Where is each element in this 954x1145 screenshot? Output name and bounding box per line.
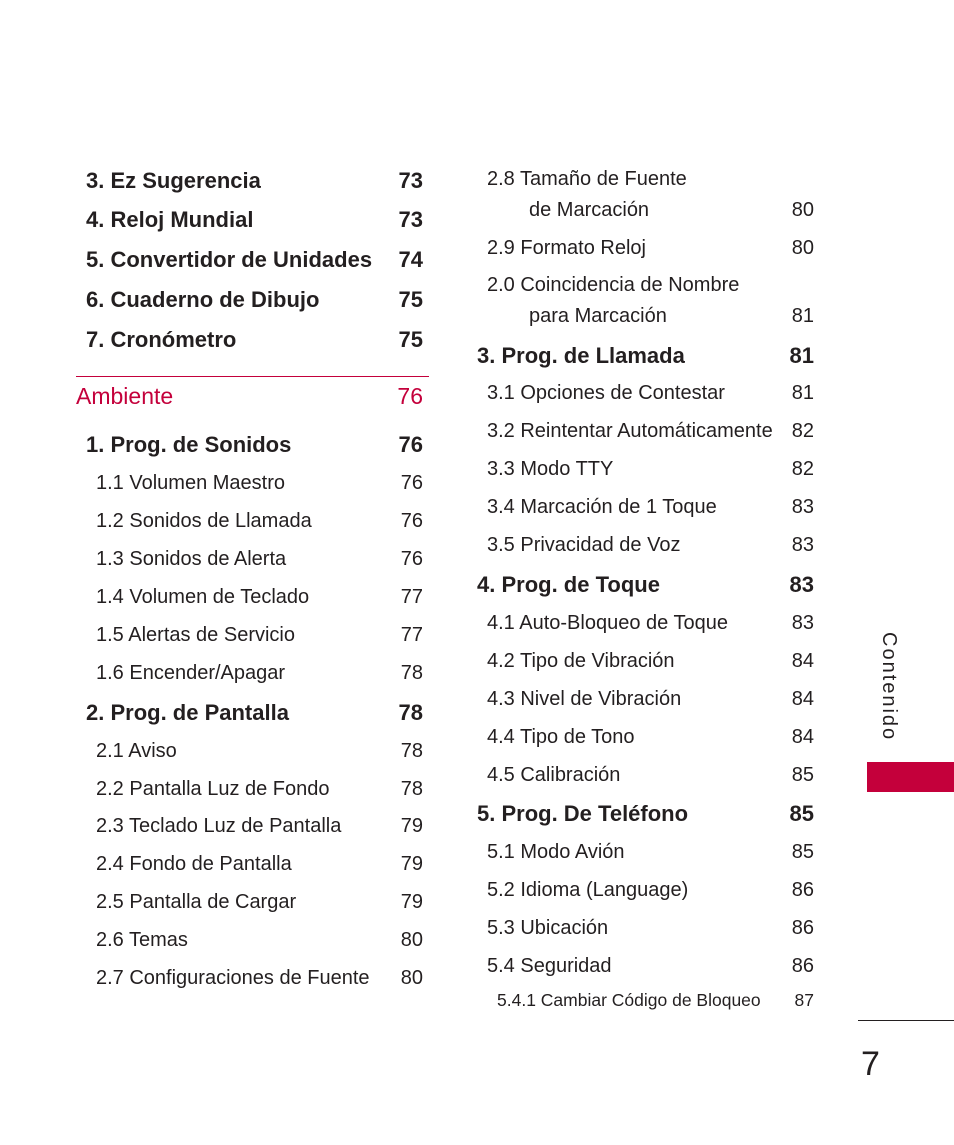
side-tab-marker: [867, 762, 954, 792]
section-heading-ambiente[interactable]: Ambiente 76: [76, 383, 423, 409]
footer-rule: [858, 1020, 954, 1021]
toc-entry[interactable]: 2.0 Coincidencia de Nombre: [487, 274, 740, 296]
toc-entry[interactable]: 4.4 Tipo de Tono 84: [487, 726, 814, 748]
toc-entry[interactable]: 3.5 Privacidad de Voz 83: [487, 534, 814, 556]
toc-entry[interactable]: 5. Convertidor de Unidades 74: [86, 247, 423, 272]
toc-entry[interactable]: 3.2 Reintentar Automáticamente 82: [487, 420, 814, 442]
section-divider: [76, 376, 429, 377]
toc-entry[interactable]: 2.7 Configuraciones de Fuente 80: [96, 967, 423, 989]
toc-entry[interactable]: 5.4 Seguridad 86: [487, 955, 814, 977]
toc-entry[interactable]: 2.1 Aviso 78: [96, 740, 423, 762]
toc-entry[interactable]: 2.8 Tamaño de Fuente: [487, 168, 687, 190]
toc-entry[interactable]: 3. Ez Sugerencia 73: [86, 168, 423, 193]
toc-entry[interactable]: 2.4 Fondo de Pantalla 79: [96, 853, 423, 875]
toc-entry[interactable]: 1.6 Encender/Apagar 78: [96, 662, 423, 684]
toc-entry[interactable]: 2. Prog. de Pantalla 78: [86, 700, 423, 725]
toc-entry[interactable]: 1.2 Sonidos de Llamada 76: [96, 510, 423, 532]
toc-entry-continuation[interactable]: de Marcación 80: [529, 199, 814, 221]
toc-entry[interactable]: 4.1 Auto-Bloqueo de Toque 83: [487, 612, 814, 634]
toc-entry[interactable]: 3.3 Modo TTY 82: [487, 458, 814, 480]
toc-entry[interactable]: 2.2 Pantalla Luz de Fondo 78: [96, 778, 423, 800]
toc-entry[interactable]: 1.1 Volumen Maestro 76: [96, 472, 423, 494]
toc-entry[interactable]: 2.5 Pantalla de Cargar 79: [96, 891, 423, 913]
toc-entry[interactable]: 4.5 Calibración 85: [487, 764, 814, 786]
toc-entry[interactable]: 5.3 Ubicación 86: [487, 917, 814, 939]
toc-entry[interactable]: 7. Cronómetro 75: [86, 327, 423, 352]
toc-entry[interactable]: 2.9 Formato Reloj 80: [487, 237, 814, 259]
toc-entry[interactable]: 3.4 Marcación de 1 Toque 83: [487, 496, 814, 518]
toc-entry-continuation[interactable]: para Marcación 81: [529, 305, 814, 327]
toc-entry[interactable]: 3. Prog. de Llamada 81: [477, 343, 814, 368]
toc-entry[interactable]: 5. Prog. De Teléfono 85: [477, 801, 814, 826]
toc-entry[interactable]: 1.4 Volumen de Teclado 77: [96, 586, 423, 608]
toc-entry[interactable]: 4.3 Nivel de Vibración 84: [487, 688, 814, 710]
toc-entry[interactable]: 2.3 Teclado Luz de Pantalla 79: [96, 815, 423, 837]
toc-entry[interactable]: 4.2 Tipo de Vibración 84: [487, 650, 814, 672]
toc-entry[interactable]: 4. Prog. de Toque 83: [477, 572, 814, 597]
side-tab-label: Contenido: [878, 632, 900, 742]
page-number: 7: [861, 1045, 880, 1083]
toc-entry[interactable]: 5.4.1 Cambiar Código de Bloqueo 87: [497, 990, 814, 1010]
toc-entry[interactable]: 5.2 Idioma (Language) 86: [487, 879, 814, 901]
toc-entry[interactable]: 2.6 Temas 80: [96, 929, 423, 951]
toc-entry[interactable]: 4. Reloj Mundial 73: [86, 207, 423, 232]
toc-entry[interactable]: 1. Prog. de Sonidos 76: [86, 432, 423, 457]
toc-entry[interactable]: 1.3 Sonidos de Alerta 76: [96, 548, 423, 570]
toc-entry[interactable]: 5.1 Modo Avión 85: [487, 841, 814, 863]
toc-entry[interactable]: 6. Cuaderno de Dibujo 75: [86, 287, 423, 312]
toc-entry[interactable]: 3.1 Opciones de Contestar 81: [487, 382, 814, 404]
toc-entry[interactable]: 1.5 Alertas de Servicio 77: [96, 624, 423, 646]
